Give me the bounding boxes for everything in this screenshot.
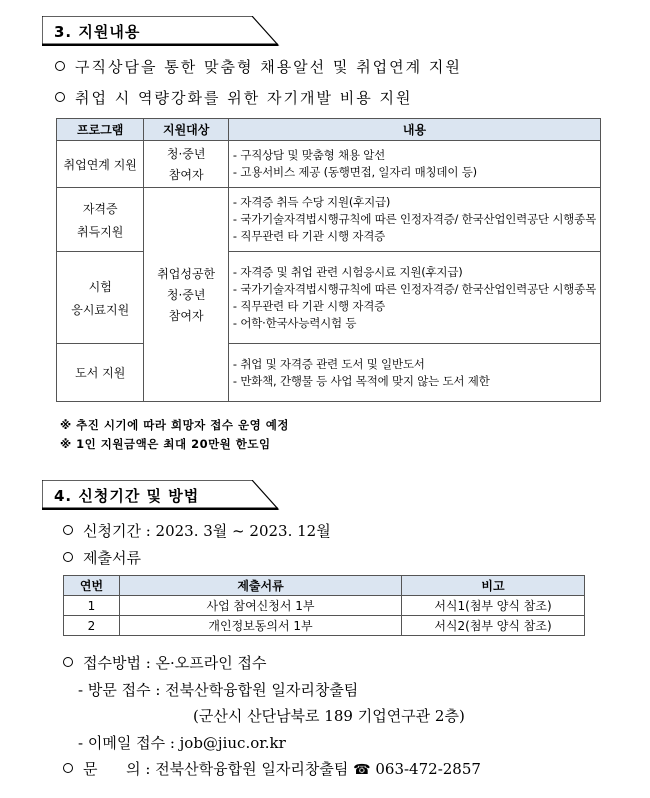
phone-number: 063-472-2857: [375, 760, 481, 778]
content-cell: - 자격증 및 취업 관련 시험응시료 지원(후지급) - 국가기술자격법시행규칙에 따른 인정자격증/ 한국산업인력공단 시행종목 - 직무관련 타 기관 시행 자격증 - 어학·한국사능력시험 등: [228, 252, 600, 344]
table-row: [57, 344, 601, 402]
phone-icon: ☎: [353, 762, 371, 778]
method-line: 접수방법 : 온·오프라인 접수: [63, 652, 267, 673]
table-row: [57, 188, 601, 252]
circle-bullet-icon: [55, 61, 65, 71]
document-cell: 사업 참여신청서 1부: [120, 596, 402, 616]
note-2: ※ 1인 지원금액은 최대 20만원 한도임: [60, 437, 271, 451]
header-no: 연번: [64, 576, 120, 596]
section-3-title: 3. 지원내용: [54, 23, 141, 41]
circle-bullet-icon: [55, 92, 65, 102]
bullet-1: 구직상담을 통한 맞춤형 채용알선 및 취업연계 지원: [55, 56, 462, 77]
documents-table: [63, 575, 585, 636]
visit-line: - 방문 접수 : 전북산학융합원 일자리창출팀: [78, 681, 359, 699]
support-table-header: [57, 119, 601, 141]
header-target: 지원대상: [144, 119, 228, 141]
circle-bullet-icon: [63, 525, 73, 535]
circle-bullet-icon: [63, 552, 73, 562]
remark-cell: 서식1(첨부 양식 참조): [402, 596, 585, 616]
no-cell: 2: [64, 616, 120, 636]
contact-line: 문 의 : 전북산학융합원 일자리창출팀 ☎ 063-472-2857: [63, 758, 481, 779]
program-cell: 자격증 취득지원: [57, 188, 144, 252]
header-document: 제출서류: [120, 576, 402, 596]
note-1: ※ 추진 시기에 따라 희망자 접수 운영 예정: [60, 418, 289, 432]
header-program: 프로그램: [57, 119, 144, 141]
section-4-title: 4. 신청기간 및 방법: [54, 487, 200, 505]
remark-cell: 서식2(첨부 양식 참조): [402, 616, 585, 636]
bullet-2: 취업 시 역량강화를 위한 자기개발 비용 지원: [55, 87, 412, 108]
section-3-header: [42, 16, 280, 46]
table-row: [57, 252, 601, 344]
address-line: (군산시 산단남북로 189 기업연구관 2층): [193, 707, 465, 725]
program-cell: 시험 응시료지원: [57, 252, 144, 344]
documents-table-header: [64, 576, 585, 596]
target-cell: 청·중년 참여자: [144, 141, 228, 188]
table-row: [57, 141, 601, 188]
header-content: 내용: [228, 119, 600, 141]
content-cell: - 구직상담 및 맞춤형 채용 알선 - 고용서비스 제공 (동행면접, 일자리 매칭데이 등): [228, 141, 600, 188]
header-remark: 비고: [402, 576, 585, 596]
table-row: [64, 596, 585, 616]
circle-bullet-icon: [63, 657, 73, 667]
program-cell: 도서 지원: [57, 344, 144, 402]
email-line: - 이메일 접수 : job@jiuc.or.kr: [78, 734, 286, 752]
content-cell: - 취업 및 자격증 관련 도서 및 일반도서 - 만화책, 간행물 등 사업 목적에 맞지 않는 도서 제한: [228, 344, 600, 402]
table-row: [64, 616, 585, 636]
document-cell: 개인정보동의서 1부: [120, 616, 402, 636]
no-cell: 1: [64, 596, 120, 616]
circle-bullet-icon: [63, 763, 73, 773]
merged-target-cell: 취업성공한 청·중년 참여자: [144, 188, 228, 402]
docs-label-line: 제출서류: [63, 547, 141, 568]
content-cell: - 자격증 취득 수당 지원(후지급) - 국가기술자격법시행규칙에 따른 인정자격증/ 한국산업인력공단 시행종목 - 직무관련 타 기관 시행 자격증: [228, 188, 600, 252]
section-4-header: [42, 480, 280, 510]
program-cell: 취업연계 지원: [57, 141, 144, 188]
period-line: 신청기간 : 2023. 3월 ~ 2023. 12월: [63, 520, 331, 541]
support-table: [56, 118, 601, 402]
